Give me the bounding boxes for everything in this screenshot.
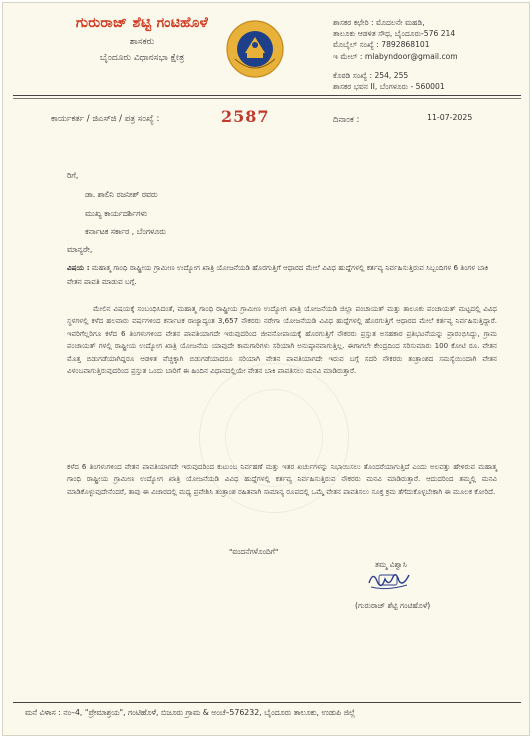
salutation: ರಿಗೆ, — [67, 171, 79, 180]
date-label: ದಿನಾಂಕ : — [333, 115, 360, 125]
recipient-office: ಕರ್ನಾಟಕ ಸರ್ಕಾರ , ಬೆಂಗಳೂರು — [85, 227, 166, 236]
office-contact-block — [333, 17, 523, 92]
constituency: ಬೈಂದೂರು ವಿಧಾನಸಭಾ ಕ್ಷೇತ್ರ — [99, 53, 185, 63]
subject-line — [67, 261, 497, 289]
subject-text: ಮಹಾತ್ಮ ಗಾಂಧಿ ರಾಷ್ಟ್ರೀಯ ಗ್ರಾಮೀಣ ಉದ್ಯೋಗ ಖಾತ್ರಿ ಯೋಜನೆಯಡಿ ಹೊರಗುತ್ತಿಗೆ ಆಧಾರದ ಮೇಲೆ ವಿವಿಧ ಹುದ್ದೆಗಳಲ್ಲಿ ಕರ್ತವ್ಯ ನಿರ್ವಹಿಸುತ್ತಿರುವ ಸಿಬ್ಬಂದಿಗಳ 6 ತಿಂಗಳ ಬಾಕಿ ವೇತನ ಪಾವತಿ ಮಾಡುವ ಬಗ್ಗೆ. — [67, 263, 489, 286]
signature-icon — [363, 565, 415, 595]
body-paragraph-2: ಕಳೆದ 6 ತಿಂಗಳುಗಳಿಂದ ವೇತನ ಪಾವತಿಯಾಗದೇ ಇರುವುದರಿಂದ ಕುಟುಂಬ ನಿರ್ವಹಣೆ ಮತ್ತು ಇತರ ಖರ್ಚುಗಳನ್ನು ನಿಭಾಯಿಸಲು ತೊಂದರೆಯಾಗುತ್ತಿದೆ ಎಂದು ಅಲವತ್ತು ಹೇಳಿರುವ ಮಹಾತ್ಮ ಗಾಂಧಿ ರಾಷ್ಟ್ರೀಯ ಗ್ರಾಮೀಣ ಉದ್ಯೋಗ ಖಾತ್ರಿ ಯೋಜನೆಯಡಿ ವಿವಿಧ ಹುದ್ದೆಗಳಲ್ಲಿ ಕರ್ತವ್ಯ ನಿರ್ವಹಿಸುತ್ತಿರುವ ನೌಕರರು ಮನವಿ ಮಾಡಿರುತ್ತಾರೆ. ಆದುದರಿಂದ ತಮ್ಮಲ್ಲಿ ಮನವಿ ಮಾಡಿಕೊಳ್ಳುವುದೇನೆಂದರೆ, ತಾವು ಈ ವಿಚಾರದಲ್ಲಿ ಮಧ್ಯ ಪ್ರವೇಶಿಸಿ ತಂತ್ರಾಂಶ ರಹಿತವಾಗಿ ಸಾಮಾನ್ಯ ರೂಪದಲ್ಲಿ ಒಮ್ಮೆ ವೇತನ ಪಾವತಿಸಲು ಸೂಕ್ತ ಕ್ರಮ ತೆಗೆದುಕೊಳ್ಳಬೇಕಾಗಿ ಈ ಮೂಲಕ ಕೋರಿದೆ. — [67, 462, 497, 496]
subject-label: ವಿಷಯ : — [67, 263, 90, 272]
body-paragraph-1: ಮೇಲಿನ ವಿಷಯಕ್ಕೆ ಸಂಬಂಧಿಸಿದಂತೆ, ಮಹಾತ್ಮ ಗಾಂಧಿ ರಾಷ್ಟ್ರೀಯ ಗ್ರಾಮೀಣ ಉದ್ಯೋಗ ಖಾತ್ರಿ ಯೋಜನೆಯಡಿ ಜಿಲ್ಲಾ ಪಂಚಾಯತ್ ಮತ್ತು ತಾಲೂಕು ಪಂಚಾಯತ್ ಮಟ್ಟದಲ್ಲಿ ವಿವಿಧ ಸ್ಥಳಗಳಲ್ಲಿ ಕಳೆದ ಹಲವಾರು ವರ್ಷಗಳಿಂದ ಕರ್ನಾಟಕ ರಾಜ್ಯಾದ್ಯಂತ 3,657 ನೌಕರರು ನರೇಗಾ ಯೋಜನೆಯಡಿ ವಿವಿಧ ಹುದ್ದೆಗಳಲ್ಲಿ ಹೊರಗುತ್ತಿಗೆ ಆಧಾರದ ಮೇಲೆ ಕರ್ತವ್ಯ ನಿರ್ವಹಿಸುತ್ತಿದ್ದಾರೆ. ಇವರಿಗೆಲ್ಲರಿಗೂ ಕಳೆದ 6 ತಿಂಗಳುಗಳಿಂದ ವೇತನ ಪಾವತಿಯಾಗದೇ ಇರುವುದರಿಂದ ಜೀವನೋಪಾಯಕ್ಕೆ ಹೊರಗುತ್ತಿಗೆ ನೌಕರರು ಪ್ರಸ್ತುತ ಅಸಹಕಾರ ಪ್ರತಿಭಟನೆಯನ್ನು ಪ್ರಾರಂಭಿಸಿದ್ದು, ಗ್ರಾಮ ಪಂಚಾಯತ್ ಗಳಲ್ಲಿ ರಾಷ್ಟ್ರೀಯ ಉದ್ಯೋಗ ಖಾತ್ರಿ ಯೋಜನೆಯ ಯಾವುದೇ ಕಾಮಗಾರಿಗಳು ಸರಿಯಾಗಿ ಅನುಷ್ಠಾನವಾಗುತ್ತಿಲ್ಲ. ಈಗಾಗಲೇ ಕೇಂದ್ರದಿಂದ ಸರಿಸುಮಾರು 100 ಕೋಟಿ ರೂ. ವೇತನ ಮೊತ್ತ ಬಿಡುಗಡೆಯಾಗಿದ್ದರೂ ಆಡಳಿತ ವೆಚ್ಚಕ್ಕಾಗಿ ಬಿಡುಗಡೆಯಾದರೂ ಸರಿಯಾಗಿ ವೇತನ ಪಾವತಿಯಾಗದೇ ಇರುವ ಬಗ್ಗೆ ಸದರಿ ನೌಕರರು ತಂತ್ರಾಂಶದ ಸಮಸ್ಯೆಯಿಂದಾಗಿ ವೇತನ ವಿಳಂಬವಾಗುತ್ತಿರುವುದರಿಂದ ಪ್ರಸ್ತುತ ಒಂದು ಬಾರಿಗೆ ಈ ಹಿಂದಿನ ವಿಧಾನದಲ್ಲಿಯೇ ವೇತನ ಬಾಕಿ ಪಾವತಿಸಲು ಮನವಿ ಮಾಡಿರುತ್ತಾರೆ. — [67, 304, 497, 376]
recipient-name: ಡಾ. ಶಾಲಿನಿ ರಜನೀಶ್ ರವರು — [85, 190, 158, 199]
mla-name: ಗುರುರಾಜ್ ಶೆಟ್ಟಿ ಗಂಟಿಹೊಳೆ — [75, 15, 209, 31]
yours-faithfully: ತಮ್ಮ ವಿಶ್ವಾಸಿ — [375, 560, 407, 569]
letter-date: 11-07-2025 — [427, 113, 473, 122]
designation: ಶಾಸಕರು — [129, 37, 155, 47]
reference-label: ಕಾರ್ಯಕರ್ತ / ಜಿಎಸ್‌ಜಿ / ಪತ್ರ ಸಂಖ್ಯೆ : — [51, 114, 160, 124]
mobile-number: ಮೊಬೈಲ್ ಸಂಖ್ಯೆ : 7892868101 — [333, 40, 430, 50]
signer-name: (ಗುರುರಾಜ್ ಶೆಟ್ಟಿ ಗಂಟಿಹೊಳೆ) — [355, 601, 431, 610]
recipient-title: ಮುಖ್ಯ ಕಾರ್ಯದರ್ಶಿಗಳು — [85, 209, 148, 218]
respected-greeting: ಮಾನ್ಯರೇ, — [67, 245, 93, 254]
legislators-home-address: ಶಾಸಕರ ಭವನ II, ಬೆಂಗಳೂರು - 560001 — [333, 82, 445, 92]
room-number: ಕೊಠಡಿ ಸಂಖ್ಯೆ : 254, 255 — [333, 70, 409, 80]
letter-page — [2, 2, 530, 736]
closing-regards: "ವಂದನೆಗಳೊಂದಿಗೆ" — [229, 547, 279, 556]
email-address: ಇ ಮೇಲ್ : mlabyndoor@gmail.com — [333, 51, 458, 61]
reference-number: 2587 — [221, 107, 270, 126]
footer-divider — [13, 702, 521, 703]
header-divider — [13, 95, 521, 96]
office-address-line: ಶಾಸಕರ ಕಛೇರಿ : ಮೊದಲನೇ ಮಹಡಿ, — [333, 18, 425, 27]
header-divider-thin — [13, 98, 521, 99]
office-address-line: ತಾಲೂಕು ಆಡಳಿತ ಸೌಧ, ಬೈಂದೂರು-576 214 — [333, 29, 456, 39]
assembly-emblem-icon — [225, 19, 285, 83]
letterhead-left — [47, 15, 237, 63]
home-address-footer: ಮನೆ ವಿಳಾಸ : ನಂ–4, "ಪ್ರೇಮಾಶ್ರಯ", ಗಂಟಿಹೊಳೆ, ಬಿಜೂರು ಗ್ರಾಮ & ಅಂಚೆ–576232, ಬೈಂದೂರು ತಾಲೂಕು, ಉಡುಪಿ ಜಿಲ್ಲೆ — [25, 708, 356, 717]
